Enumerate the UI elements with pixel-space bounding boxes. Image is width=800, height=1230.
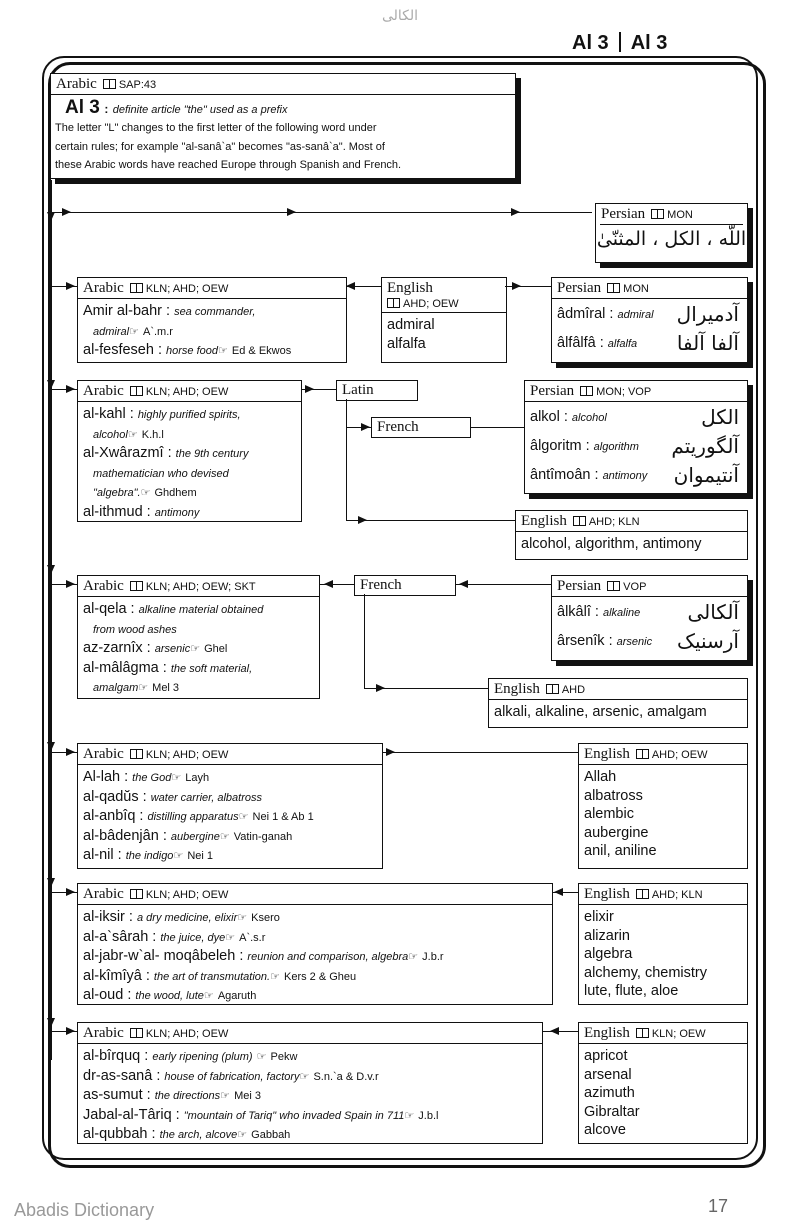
hand-icon: ☞ [173,850,184,862]
connector [346,399,347,520]
entry: al-iksir : a dry medicine, elixir☞ Ksero [83,909,280,925]
arrow-right [66,888,75,896]
hand-icon: ☞ [129,325,139,338]
arrow-right [287,208,296,216]
entry: al-nil : the indigo☞ Nei 1 [83,847,214,863]
group1-persian-header: Persian MON [552,278,747,299]
arrow-left [346,282,355,290]
entry: al-ithmud : antimony [83,503,200,520]
group6-arabic-header: Arabic KLN; AHD; OEW [78,1023,542,1044]
english-words: alkali, alkaline, arsenic, amalgam [494,704,707,720]
book-icon [573,516,586,526]
book-icon [130,283,143,293]
entry-cont: admiral☞ A`.m.r [93,325,173,338]
group5-english-box [578,883,748,1005]
hand-icon: ☞ [256,1051,267,1063]
group6-english-box [578,1022,748,1144]
arrow-right [358,516,367,524]
hand-icon: ☞ [237,1129,248,1141]
book-icon [651,209,664,219]
english-word: elixir [584,909,614,925]
intro-term: Al 3 [65,97,100,118]
entry: al-mâlâgma : the soft material, [83,659,253,676]
book-icon [580,386,593,396]
footer-brand[interactable]: Abadis Dictionary [14,1200,155,1220]
group3-arabic-header: Arabic KLN; AHD; OEW; SKT [78,576,319,597]
english-word: apricot [584,1048,628,1064]
entry: Al-lah : the God☞ Layh [83,769,210,785]
intro-definition: definite article "the" used as a prefix [112,104,288,116]
persian-top-box [595,203,748,263]
arrow-right [66,748,75,756]
group5-arabic-header: Arabic KLN; AHD; OEW [78,884,552,905]
hand-icon: ☞ [237,912,248,924]
persian-top-header: Persian MON [601,206,693,222]
intro-body: Al 3 : definite article "the" used as a prefix The letter "L" changes to the first letter of the following word under certain rules; for example "al-sanâ`a" becomes "as-sanâ`a". Most of these Arabic words have reached Europe through Spanish and French. [51,94,515,177]
intro-box [50,73,516,179]
arrow-left [554,888,563,896]
book-icon [387,298,400,308]
group3-persian-box [551,575,748,661]
english-word: Allah [584,769,617,785]
arrow-right [66,282,75,290]
entry: dr-as-sanâ : house of fabrication, factory☞ S.n.`a & D.v.r [83,1067,379,1084]
entry-cont: "algebra".☞ Ghdhem [93,487,197,499]
english-word: alizarin [584,927,630,944]
arrow-right [305,385,314,393]
hand-icon: ☞ [219,830,230,843]
group2-arabic-header: Arabic KLN; AHD; OEW [78,381,301,402]
arrow-left [459,580,468,588]
group1-english-box: English AHD; OEW admiral alfalfa [381,277,507,363]
hand-icon: ☞ [190,643,201,655]
intro-line: certain rules; for example "al-sanâ`a" becomes "as-sanâ`a". Most of [55,140,385,153]
group4-arabic-box [77,743,383,869]
book-icon [636,1028,649,1038]
connector [364,594,365,688]
connector [470,427,524,428]
english-word: alembic [584,806,634,822]
book-icon [607,581,620,591]
book-icon [636,889,649,899]
entry: al-a`sârah : the juice, dye☞ A`.s.r [83,928,266,945]
trunk-arrow [47,1018,55,1027]
page-number: 17 [708,1196,729,1216]
hand-icon: ☞ [171,772,182,784]
hand-icon: ☞ [127,428,138,441]
group3-persian-header: Persian VOP [552,576,747,597]
arrow-right [361,423,370,431]
entry: al-Xwârazmî : the 9th century [83,445,249,461]
trunk-arrow [47,565,55,574]
hand-icon: ☞ [404,1109,415,1122]
trunk-arrow [47,380,55,389]
connector [542,1031,578,1032]
connector [382,752,578,753]
book-icon [130,1028,143,1038]
book-icon [130,581,143,591]
english-word: alcove [584,1122,626,1138]
english-word: arsenal [584,1066,632,1083]
entry: Amir al-bahr : sea commander, [83,303,256,319]
arrow-right [512,282,521,290]
persian-row: âdmîral : admiral آدمیرال [557,301,739,326]
group6-arabic-box [77,1022,543,1144]
entry: al-kîmîyâ : the art of transmutation.☞ Kers 2 & Gheu [83,967,357,984]
group1-arabic-header: Arabic KLN; AHD; OEW [78,278,346,299]
persian-row: alkol : alcohol الکل [530,404,739,429]
title-right: Al 3 [630,32,668,54]
connector [346,520,515,521]
book-icon [103,79,116,89]
group4-english-box [578,743,748,869]
page-title [572,32,667,55]
group3-french-box: French [354,575,456,596]
persian-row: âlgoritm : algorithm آلگوریتم [530,433,739,458]
arrow-right [511,208,520,216]
title-left: Al 3 [572,32,609,54]
entry: al-oud : the wood, lute☞ Agaruth [83,987,257,1003]
group2-french-box: French [371,417,471,438]
title-separator [619,32,621,52]
book-icon [130,749,143,759]
persian-row: ârsenîk : arsenic آرسنیک [557,628,739,653]
entry: al-jabr-w`al- moqâbeleh : reunion and comparison, algebra☞ J.b.r [83,948,444,964]
book-icon [636,749,649,759]
group6-english-header: English KLN; OEW [579,1023,747,1044]
entry: az-zarnîx : arsenic☞ Ghel [83,640,228,656]
hand-icon: ☞ [140,487,151,499]
hand-icon: ☞ [270,970,280,983]
entry-cont: mathematician who devised [93,467,229,480]
arrow-right [66,385,75,393]
arrow-left [324,580,333,588]
english-word: lute, flute, aloe [584,983,679,999]
entry-cont: alcohol☞ K.h.l [93,428,164,441]
entry-cont: amalgam☞ Mel 3 [93,682,180,694]
trunk-arrow [47,878,55,887]
group2-english-header: English AHD; KLN [516,511,747,532]
trunk-line [51,180,52,1060]
entry: al-bâdenjân : aubergine☞ Vatin-ganah [83,827,293,844]
entry: al-bîrquq : early ripening (plum) ☞ Pekw [83,1048,298,1064]
trunk-arrow [47,212,55,221]
hand-icon: ☞ [218,345,228,357]
arrow-right [62,208,71,216]
group4-arabic-header: Arabic KLN; AHD; OEW [78,744,382,765]
persian-top-text: اللّه ، الکل ، المثنّیٰ [596,228,747,250]
intro-line: The letter "L" changes to the first letter of the following word under [55,122,377,134]
group4-english-header: English AHD; OEW [579,744,747,765]
group2-english-box [515,510,748,560]
english-word: alchemy, chemistry [584,964,708,981]
entry: al-fesfeseh : horse food☞ Ed & Ekwos [83,342,292,358]
group2-persian-box [524,380,748,494]
group3-arabic-box [77,575,320,699]
group5-arabic-box [77,883,553,1005]
group2-arabic-box [77,380,302,522]
arrow-right [66,1027,75,1035]
intro-line: these Arabic words have reached Europe through Spanish and French. [55,159,402,171]
trunk-arrow [47,742,55,751]
book-icon [130,889,143,899]
arrow-right [386,748,395,756]
english-word: albatross [584,787,643,804]
book-icon [607,283,620,293]
persian-row: âlkâlî : alkaline آلکالی [557,599,739,624]
hand-icon: ☞ [408,951,419,963]
entry: al-qela : alkaline material obtained [83,601,264,617]
entry: al-qadŭs : water carrier, albatross [83,788,262,805]
arrow-right [66,580,75,588]
header-arabic-word: الکالی [381,8,419,24]
group1-english-header: English [387,280,433,296]
english-word: azimuth [584,1085,635,1101]
persian-row: ântîmoân : antimony آنتیموان [530,462,739,487]
hand-icon: ☞ [203,990,214,1002]
english-word: aubergine [584,824,649,841]
entry: al-kahl : highly purified spirits, [83,406,241,422]
hand-icon: ☞ [299,1070,310,1083]
arrow-right [376,684,385,692]
entry: al-anbîq : distilling apparatus☞ Nei 1 & Ab 1 [83,808,314,824]
group2-persian-header: Persian MON; VOP [525,381,747,402]
entry: al-qubbah : the arch, alcove☞ Gabbah [83,1126,291,1142]
group1-persian-box [551,277,748,363]
book-icon [130,386,143,396]
arrow-left [550,1027,559,1035]
english-words: alcohol, algorithm, antimony [521,536,702,552]
group1-arabic-box [77,277,347,363]
english-word: admiral [387,317,435,333]
english-word: anil, aniline [584,843,657,859]
group3-english-box [488,678,748,728]
english-word: algebra [584,946,633,962]
english-word: Gibraltar [584,1103,640,1120]
entry: Jabal-al-Târiq : "mountain of Tariq" who invaded Spain in 711☞ J.b.l [83,1106,439,1123]
book-icon [546,684,559,694]
intro-header: Arabic SAP:43 [56,76,157,92]
group5-english-header: English AHD; KLN [579,884,747,905]
hand-icon: ☞ [220,1090,231,1102]
hand-icon: ☞ [138,682,149,694]
hand-icon: ☞ [225,931,236,944]
persian-row: âlfâlfâ : alfalfa آلفا آلفا [557,330,739,355]
entry-cont: from wood ashes [93,623,177,636]
group2-latin-box: Latin [336,380,418,401]
entry: as-sumut : the directions☞ Mei 3 [83,1087,261,1103]
english-word: alfalfa [387,335,426,352]
connector [455,584,551,585]
group3-english-header: English AHD [489,679,747,700]
hand-icon: ☞ [238,811,249,823]
